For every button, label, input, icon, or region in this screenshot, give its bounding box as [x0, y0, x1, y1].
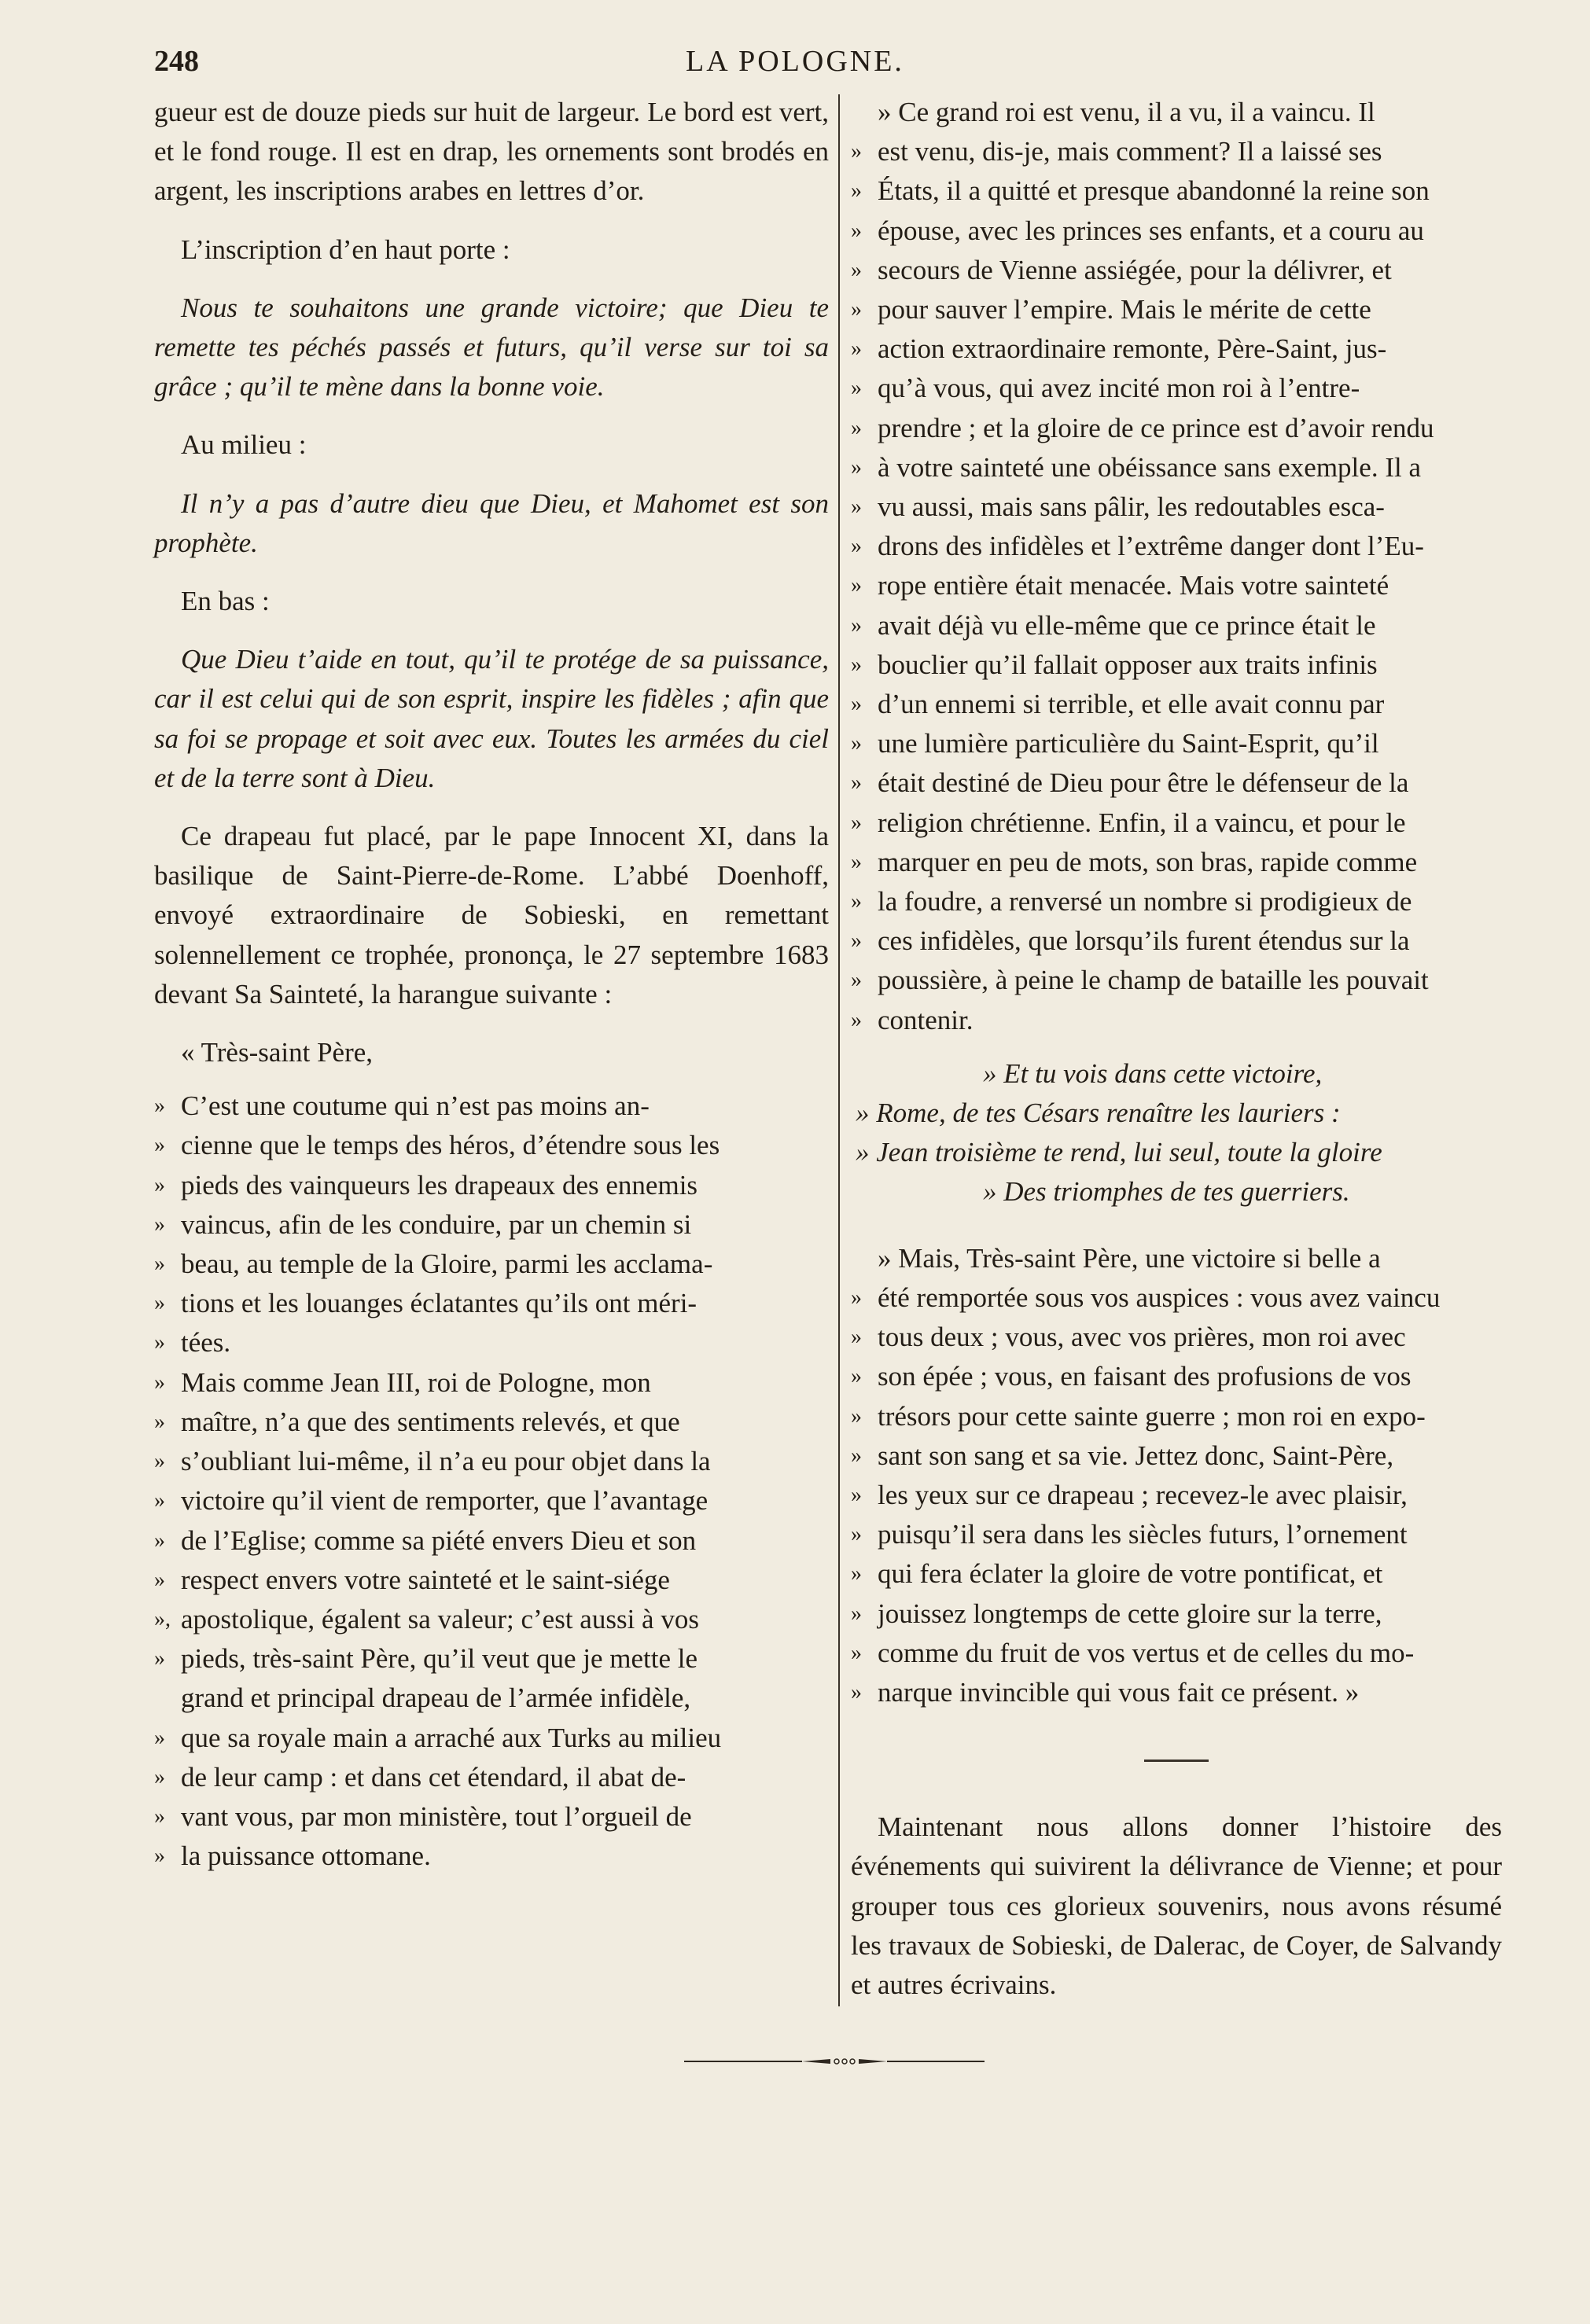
quote-mark: » [851, 849, 862, 874]
speech-part-1 [154, 1087, 829, 1362]
quote-mark: » [154, 1172, 165, 1197]
quote-mark: » [154, 1844, 165, 1869]
speech-line [851, 448, 1502, 487]
speech-line [154, 1126, 829, 1165]
flag-description: gueur est de douze pieds sur huit de largeur. Le bord est vert, et le fond rouge. Il est en drap, les ornements sont brodés en argent, les inscriptions arabes en lettres d’or. [154, 97, 829, 207]
speech-line [851, 685, 1502, 724]
quote-mark: » [154, 1725, 165, 1750]
speech-line [154, 1600, 829, 1639]
speech-text: contenir. [878, 1004, 974, 1035]
speech-text: tées. [181, 1327, 231, 1359]
speech-line [851, 1318, 1502, 1357]
speech-text: bouclier qu’il fallait opposer aux traits infinis [878, 649, 1378, 680]
quote-mark: », [154, 1606, 171, 1631]
speech-part-3 [851, 93, 1502, 1040]
speech-line [154, 1521, 829, 1561]
speech-text: s’oubliant lui-même, il n’a eu pour objet dans la [181, 1446, 711, 1477]
running-title: LA POLOGNE. [686, 45, 904, 78]
quote-mark: » [154, 1646, 165, 1671]
speech-text: action extraordinaire remonte, Père-Saint, jus- [878, 333, 1387, 365]
speech-line [851, 369, 1502, 408]
quote-mark: » [851, 692, 862, 717]
speech-text: » Mais, Très-saint Père, une victoire si belle a [878, 1242, 1381, 1274]
quote-bottom-inscription: Que Dieu t’aide en tout, qu’il te protége de sa puissance, car il est celui qui de son esprit, inspire les fidèles ; afin que sa foi se propage et soit avec eux. Toutes les armées du ciel et de la terre sont à Dieu. [154, 644, 829, 793]
speech-line [851, 1239, 1502, 1278]
speech-line [851, 921, 1502, 961]
speech-text: tions et les louanges éclatantes qu’ils ont méri- [181, 1288, 697, 1319]
quote-mark: » [154, 1409, 165, 1434]
speech-text: drons des infidèles et l’extrême danger dont l’Eu- [878, 531, 1424, 562]
quote-mark: » [851, 1364, 862, 1389]
speech-text: narque invincible qui vous fait ce présent. » [878, 1676, 1360, 1708]
speech-text: Mais comme Jean III, roi de Pologne, mon [181, 1366, 651, 1398]
speech-text: la puissance ottomane. [181, 1840, 431, 1872]
speech-text: religion chrétienne. Enfin, il a vaincu, et pour le [878, 807, 1406, 838]
speech-line [154, 1837, 829, 1876]
speech-part-2 [154, 1363, 829, 1877]
left-column [154, 93, 829, 1876]
quote-mark: » [851, 534, 862, 559]
quote-mark: » [851, 770, 862, 796]
speech-text: qu’à vous, qui avez incité mon roi à l’entre- [878, 373, 1360, 404]
page-number: 248 [154, 45, 199, 78]
speech-line [851, 487, 1502, 527]
quote-mark [851, 1239, 878, 1278]
quote-mark: » [851, 1640, 862, 1665]
speech-text: ces infidèles, que lorsqu’ils furent étendus sur la [878, 925, 1410, 957]
quote-mark: » [851, 889, 862, 914]
quote-mark: » [154, 1252, 165, 1277]
speech-line [154, 1442, 829, 1481]
speech-text: victoire qu’il vient de remporter, que l’avantage [181, 1485, 709, 1517]
speech-line [154, 1284, 829, 1323]
quote-mark: » [851, 178, 862, 204]
speech-text: cienne que le temps des héros, d’étendre sous les [181, 1130, 720, 1161]
quote-mark: » [851, 968, 862, 993]
speech-text: marquer en peu de mots, son bras, rapide comme [878, 846, 1418, 877]
quote-top-inscription: Nous te souhaitons une grande victoire; que Dieu te remette tes péchés passés et futurs, qu’il verse sur toi sa grâce ; qu’il te mène dans la bonne voie. [154, 292, 829, 403]
speech-line [851, 251, 1502, 290]
speech-text: pieds des vainqueurs les drapeaux des ennemis [181, 1169, 698, 1201]
speech-line [154, 1363, 829, 1403]
verse-quotation [851, 1054, 1502, 1212]
speech-text: vaincus, afin de les conduire, par un chemin si [181, 1208, 692, 1240]
speech-text: États, il a quitté et presque abandonné la reine son [878, 175, 1430, 207]
page-header [0, 44, 1590, 82]
quote-mark: » [851, 336, 862, 362]
speech-line [851, 1594, 1502, 1634]
quote-mark: » [154, 1764, 165, 1789]
speech-line [154, 1087, 829, 1126]
quote-middle-inscription: Il n’y a pas d’autre dieu que Dieu, et Mahomet est son prophète. [154, 487, 829, 558]
speech-text: respect envers votre sainteté et le saint-siége [181, 1564, 670, 1595]
quote-mark: » [154, 1330, 165, 1355]
speech-line [154, 1719, 829, 1758]
speech-text: pieds, très-saint Père, qu’il veut que je mette le [181, 1643, 698, 1675]
quote-mark: » [154, 1133, 165, 1158]
quote-mark [851, 93, 878, 132]
speech-line [851, 763, 1502, 803]
speech-text: vant vous, par mon ministère, tout l’orgueil de [181, 1800, 692, 1832]
quote-mark: » [154, 1370, 165, 1395]
quote-mark: » [851, 1522, 862, 1547]
quote-mark: » [851, 1601, 862, 1626]
right-column [851, 93, 1502, 2005]
quote-mark: » [851, 218, 862, 243]
speech-text: apostolique, égalent sa valeur; c’est aussi à vos [181, 1603, 699, 1635]
speech-line [851, 1634, 1502, 1673]
speech-text: sant son sang et sa vie. Jettez donc, Saint-Père, [878, 1440, 1394, 1471]
quote-mark: » [851, 1561, 862, 1587]
speech-line [851, 1436, 1502, 1476]
speech-line [154, 1797, 829, 1837]
speech-line [154, 1166, 829, 1205]
speech-text: maître, n’a que des sentiments relevés, et que [181, 1406, 680, 1437]
quote-mark: » [851, 573, 862, 598]
quote-mark: » [851, 810, 862, 835]
quote-mark: » [851, 1285, 862, 1310]
quote-mark: » [154, 1804, 165, 1829]
label-bottom-inscription: En bas : [181, 586, 270, 617]
speech-line [154, 1639, 829, 1679]
speech-text: épouse, avec les princes ses enfants, et a couru au [878, 215, 1424, 246]
speech-line [851, 843, 1502, 882]
speech-text: rope entière était menacée. Mais votre sainteté [878, 570, 1389, 601]
label-middle-inscription: Au milieu : [181, 429, 307, 461]
quote-mark: » [851, 454, 862, 480]
speech-text: trésors pour cette sainte guerre ; mon roi en expo- [878, 1400, 1426, 1432]
quote-mark: » [154, 1212, 165, 1237]
speech-line [154, 1481, 829, 1521]
quote-mark: » [851, 612, 862, 638]
speech-line [851, 1554, 1502, 1594]
speech-line [154, 1561, 829, 1600]
quote-mark: » [154, 1094, 165, 1119]
speech-text: de leur camp : et dans cet étendard, il abat de- [181, 1761, 686, 1793]
label-top-inscription: L’inscription d’en haut porte : [181, 234, 510, 265]
speech-line [851, 290, 1502, 329]
quote-mark: » [851, 731, 862, 756]
verse-line: » Et tu vois dans cette victoire, [983, 1057, 1323, 1089]
quote-mark: » [851, 297, 862, 322]
quote-mark: » [851, 1007, 862, 1032]
speech-line [851, 329, 1502, 369]
speech-text: à votre sainteté une obéissance sans exemple. Il a [878, 451, 1421, 483]
speech-text: beau, au temple de la Gloire, parmi les acclama- [181, 1248, 713, 1280]
speech-text: prendre ; et la gloire de ce prince est d’avoir rendu [878, 412, 1434, 443]
speech-text: tous deux ; vous, avec vos prières, mon roi avec [878, 1322, 1406, 1353]
speech-line [851, 606, 1502, 645]
speech-text: son épée ; vous, en faisant des profusions de vos [878, 1361, 1411, 1392]
speech-line [154, 1758, 829, 1797]
speech-text: vu aussi, mais sans pâlir, les redoutables esca- [878, 491, 1385, 523]
speech-text: poussière, à peine le champ de bataille les pouvait [878, 965, 1429, 996]
speech-salutation: « Très-saint Père, [181, 1037, 374, 1068]
quote-mark: » [154, 1291, 165, 1316]
speech-line [851, 171, 1502, 211]
quote-mark: » [154, 1449, 165, 1474]
speech-text: puisqu’il sera dans les siècles futurs, l’ornement [878, 1519, 1408, 1550]
speech-line [154, 1679, 829, 1718]
speech-text: une lumière particulière du Saint-Esprit, qu’il [878, 728, 1379, 759]
speech-line [851, 1476, 1502, 1515]
speech-text: la foudre, a renversé un nombre si prodigieux de [878, 886, 1412, 917]
quote-mark: » [851, 415, 862, 440]
speech-text: C’est une coutume qui n’est pas moins an- [181, 1090, 650, 1122]
speech-text: été remportée sous vos auspices : vous avez vaincu [878, 1282, 1441, 1313]
speech-text: pour sauver l’empire. Mais le mérite de cette [878, 294, 1371, 325]
quote-mark: » [154, 1528, 165, 1553]
speech-line [851, 1673, 1502, 1712]
speech-line [154, 1205, 829, 1245]
quote-mark: » [851, 376, 862, 401]
speech-line [154, 1323, 829, 1362]
speech-line [851, 409, 1502, 448]
end-ornament [684, 2058, 985, 2065]
speech-line [851, 93, 1502, 132]
column-divider [838, 94, 840, 2006]
speech-line [154, 1403, 829, 1442]
speech-text: » Ce grand roi est venu, il a vu, il a vaincu. Il [878, 97, 1375, 127]
speech-line [851, 527, 1502, 566]
quote-mark: » [851, 928, 862, 954]
speech-line [851, 1357, 1502, 1396]
speech-line [851, 132, 1502, 171]
verse-line: » Des triomphes de tes guerriers. [983, 1176, 1350, 1208]
speech-text: d’un ennemi si terrible, et elle avait connu par [878, 689, 1385, 720]
verse-line: » Jean troisième te rend, lui seul, toute la gloire [856, 1137, 1382, 1168]
paragraph-flag-placed: Ce drapeau fut placé, par le pape Innocent XI, dans la basilique de Saint-Pierre-de-Rome. L’abbé Doenhoff, envoyé extraordinaire de Sobieski, en remettant solennellement ce trophée, prononça, le 27 septembre 1683 devant Sa Sainteté, la harangue suivante : [154, 821, 829, 1009]
speech-text: était destiné de Dieu pour être le défenseur de la [878, 767, 1409, 799]
speech-line [851, 803, 1502, 843]
quote-mark: » [851, 495, 862, 520]
quote-mark: » [851, 1443, 862, 1468]
speech-line [851, 882, 1502, 921]
quote-mark [154, 1679, 181, 1718]
quote-mark: » [851, 1325, 862, 1350]
speech-text: est venu, dis-je, mais comment? Il a laissé ses [878, 136, 1382, 167]
verse-line: » Rome, de tes Césars renaître les lauriers : [856, 1098, 1341, 1129]
speech-text: jouissez longtemps de cette gloire sur la terre, [878, 1598, 1382, 1629]
quote-mark: » [851, 139, 862, 164]
speech-line [851, 724, 1502, 763]
speech-text: que sa royale main a arraché aux Turks au milieu [181, 1722, 722, 1753]
speech-text: les yeux sur ce drapeau ; recevez-le avec plaisir, [878, 1479, 1408, 1510]
quote-mark: » [851, 1482, 862, 1507]
section-separator [1144, 1760, 1209, 1762]
speech-line [851, 961, 1502, 1000]
closing-paragraph: Maintenant nous allons donner l’histoire des événements qui suivirent la délivrance de Vienne; et pour grouper tous ces glorieux souvenirs, nous avons résumé les travaux de Sobieski, de Dalerac, de Coyer, de Salvandy et autres écrivains. [851, 1811, 1502, 2000]
speech-line [851, 645, 1502, 685]
speech-text: avait déjà vu elle-même que ce prince était le [878, 609, 1376, 641]
speech-line [851, 1397, 1502, 1436]
speech-text: qui fera éclater la gloire de votre pontificat, et [878, 1558, 1383, 1590]
speech-text: secours de Vienne assiégée, pour la délivrer, et [878, 254, 1392, 285]
quote-mark: » [851, 1679, 862, 1704]
quote-mark: » [154, 1488, 165, 1513]
speech-line [851, 566, 1502, 605]
quote-mark: » [154, 1567, 165, 1592]
speech-line [154, 1245, 829, 1284]
quote-mark: » [851, 652, 862, 677]
speech-line [851, 1515, 1502, 1554]
speech-text: comme du fruit de vos vertus et de celles du mo- [878, 1637, 1415, 1668]
speech-line [851, 1278, 1502, 1318]
quote-mark: » [851, 257, 862, 282]
quote-mark: » [851, 1403, 862, 1429]
speech-text: grand et principal drapeau de l’armée infidèle, [181, 1682, 691, 1714]
speech-line [851, 1001, 1502, 1040]
speech-line [851, 211, 1502, 251]
speech-part-4 [851, 1239, 1502, 1712]
speech-text: de l’Eglise; comme sa piété envers Dieu et son [181, 1524, 697, 1556]
